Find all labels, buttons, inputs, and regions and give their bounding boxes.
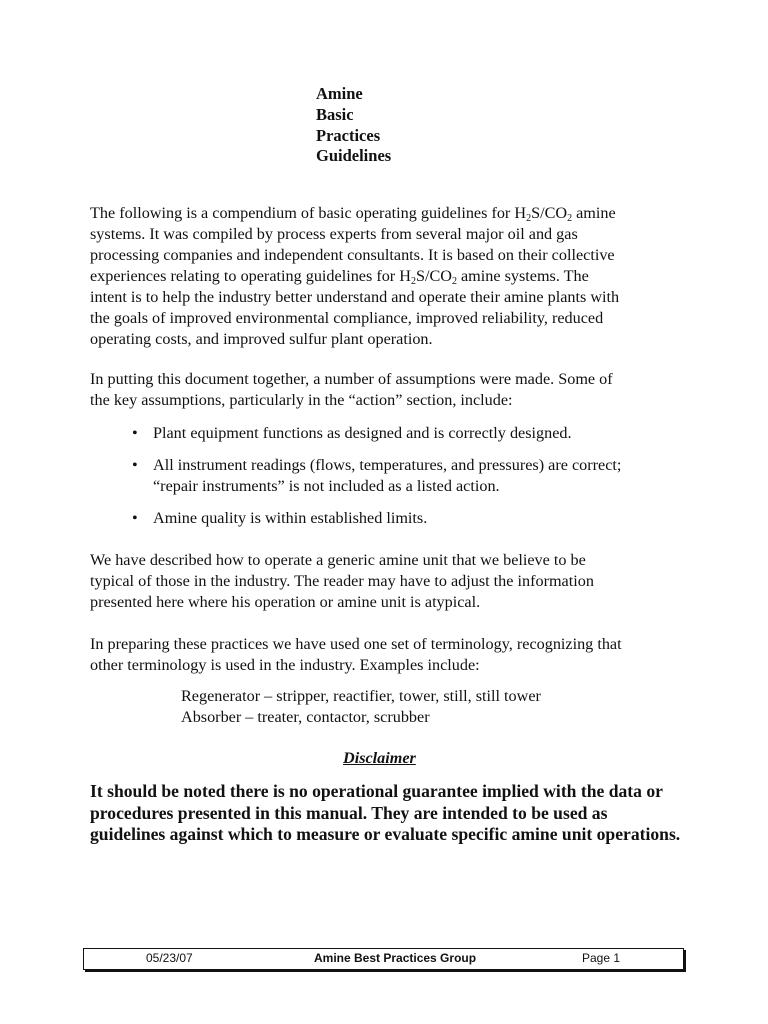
- list-item: • Plant equipment functions as designed and is correctly designed.: [132, 423, 712, 444]
- terminology-examples: [181, 686, 541, 728]
- list-item: • Amine quality is within established limits.: [132, 508, 712, 529]
- intro-line-2: systems. It was compiled by process experts from several major oil and gas: [90, 225, 578, 243]
- intro-line-6: the goals of improved environmental compliance, improved reliability, reduced: [90, 309, 604, 327]
- example-absorber: Absorber – treater, contactor, scrubber: [181, 708, 430, 726]
- disclaimer-heading: Disclaimer: [343, 749, 416, 767]
- title-line-2: Basic: [316, 104, 354, 124]
- page-footer: [83, 948, 684, 970]
- footer-date: 05/23/07: [146, 951, 193, 965]
- assumptions-list: [132, 423, 712, 444]
- list-item: • All instrument readings (flows, temperatures, and pressures) are correct; “repair instruments” is not included as a listed action.: [132, 455, 712, 497]
- assumptions-list: [132, 508, 712, 529]
- intro-line-7: operating costs, and improved sulfur plant operation.: [90, 330, 433, 348]
- footer-group: Amine Best Practices Group: [314, 951, 477, 965]
- intro-line-4: experiences relating to operating guidelines for $H_2S/CO_2$ amine systems. The: [90, 267, 589, 287]
- example-regenerator: Regenerator – stripper, reactifier, tower, still, still tower: [181, 687, 541, 705]
- title-line-4: Guidelines: [316, 146, 392, 166]
- assumptions-line-1: In putting this document together, a number of assumptions were made. Some of: [90, 370, 613, 388]
- intro-paragraph: [90, 203, 700, 350]
- assumptions-line-2: the key assumptions, particularly in the “action” section, include:: [90, 391, 513, 409]
- intro-line-5: intent is to help the industry better understand and operate their amine plants with: [90, 288, 620, 306]
- disclaimer-text: It should be noted there is no operational guarantee implied with the data or procedures presented in this manual. They are intended to be used as guidelines against which to measure or evaluate specific amine unit operations.: [90, 781, 681, 844]
- document-title: [316, 84, 391, 167]
- footer-page-number: Page 1: [582, 951, 621, 965]
- assumptions-paragraph: [90, 369, 700, 411]
- intro-line-1: The following is a compendium of basic operating guidelines for $H_2S/CO_2$ amine: [90, 204, 616, 224]
- title-line-3: Practices: [316, 125, 381, 145]
- title-line-1: Amine: [316, 84, 363, 103]
- terminology-paragraph: In preparing these practices we have used one set of terminology, recognizing that other terminology is used in the industry. Examples include:: [90, 635, 622, 674]
- intro-line-3: processing companies and independent consultants. It is based on their collective: [90, 246, 615, 264]
- generic-paragraph: We have described how to operate a generic amine unit that we believe to be typical of those in the industry. The reader may have to adjust the information presented here where his operation or amine unit is atypical.: [90, 551, 594, 611]
- assumptions-list: [132, 455, 712, 497]
